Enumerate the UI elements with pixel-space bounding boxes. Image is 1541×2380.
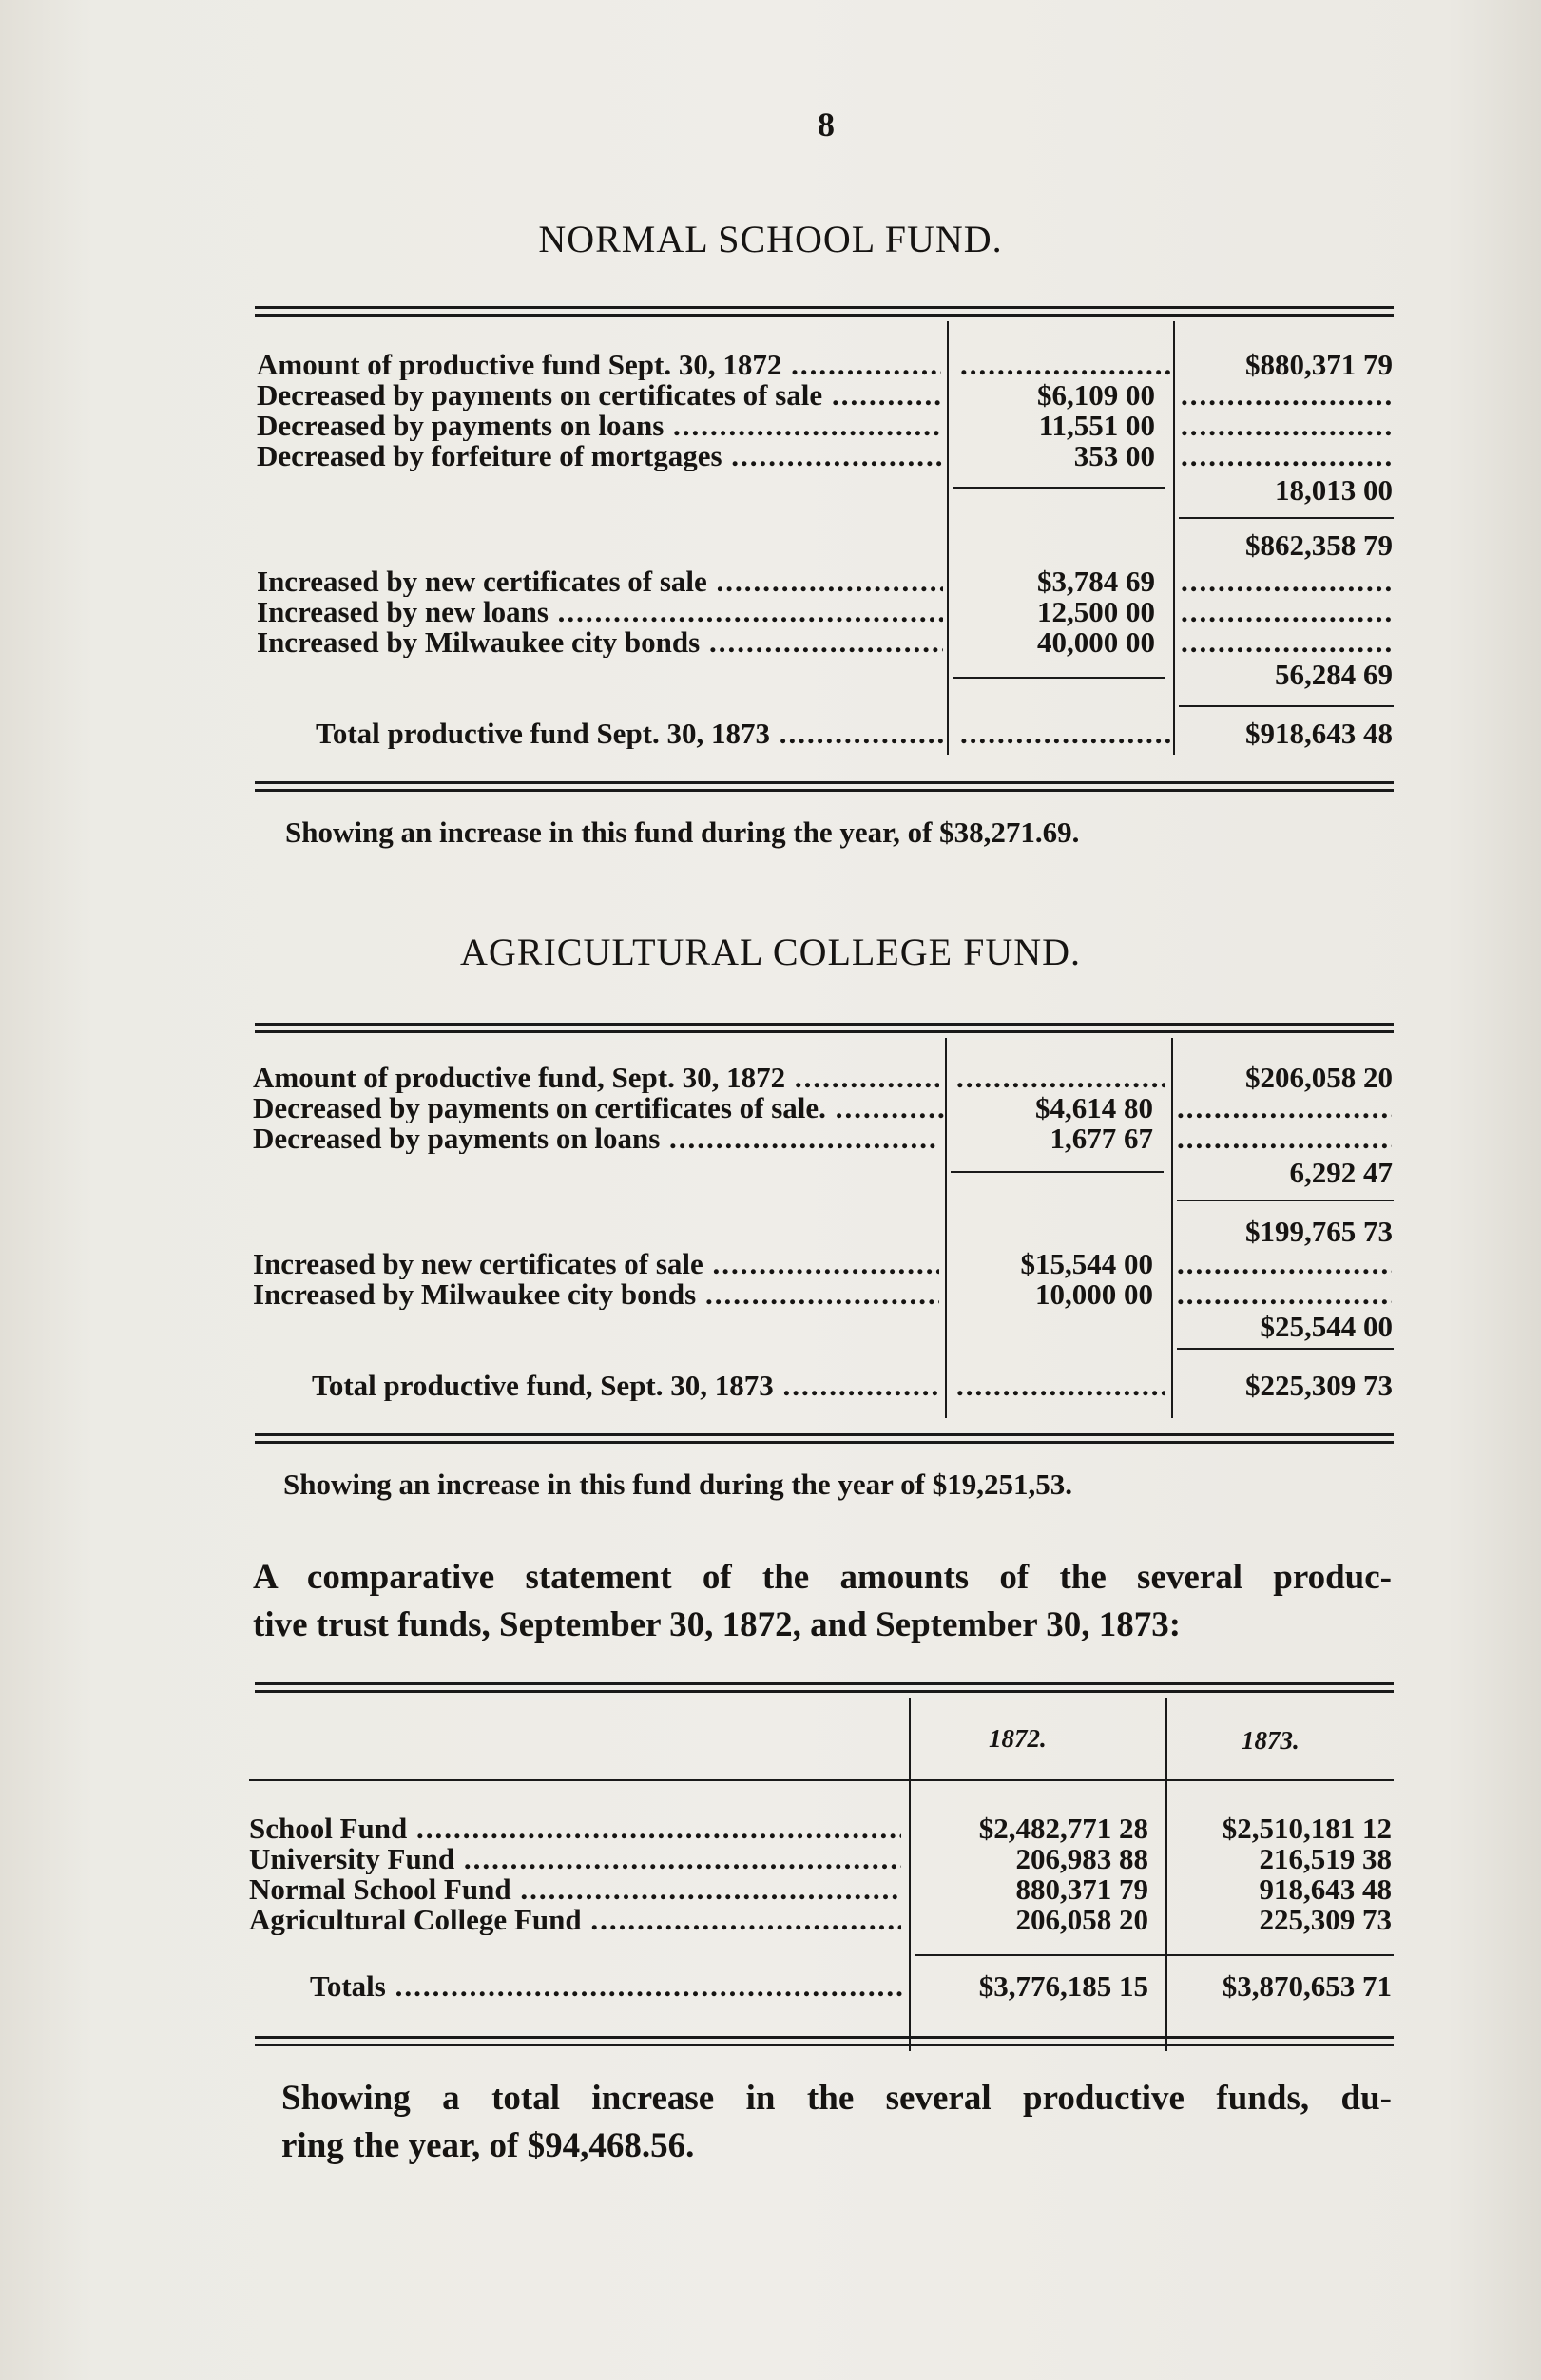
closing-line1: Showing a total increase in the several productive funds, du- [281,2079,1392,2118]
normal-school-fund-title: NORMAL SCHOOL FUND. [538,218,1003,260]
column-header-1872: 1872. [989,1724,1047,1753]
subtotal-rule [1179,517,1394,519]
column-divider [909,1698,911,2051]
column-divider [947,321,949,755]
column-divider [1173,321,1175,755]
comparative-intro-line1: A comparative statement of the amounts of the several produc- [253,1558,1392,1597]
subtotal-rule [1177,1200,1394,1201]
table-top-rule [255,1682,1394,1693]
column-divider [1165,1698,1167,2051]
page-number: 8 [818,106,835,144]
normal-school-increase-note: Showing an increase in this fund during the year, of $38,271.69. [285,816,1080,849]
column-header-1873: 1873. [1242,1726,1300,1755]
table-bottom-rule [255,1433,1394,1444]
agricultural-increase-note: Showing an increase in this fund during the year of $19,251,53. [283,1468,1072,1501]
comparative-intro-line2: tive trust funds, September 30, 1872, and September 30, 1873: [253,1605,1182,1644]
header-rule [249,1779,1394,1781]
closing-line2: ring the year, of $94,468.56. [281,2126,695,2165]
subtotal-rule [953,487,1165,489]
table-bottom-rule [255,781,1394,792]
table-top-rule [255,1023,1394,1033]
totals-rule [915,1954,1394,1956]
subtotal-rule [951,1171,1164,1173]
column-divider [1171,1038,1173,1418]
document-page: 8 NORMAL SCHOOL FUND. Amount of productive fund Sept. 30, 1872 ..... ..... $880,371 79 Decreased by payments on certificates of sale ..... $6,109 00 ..... Decreased by payments on loans ..... 11,551 00 ..... Decreased by forfeiture of mortgages ..... 353 00 ..... 18,013 00 $862,358 79 Increased by new certificates of sale ..... $3,784 69 ..... Increased by new loans ..... 12,500 00 ..... Increased by Milwaukee city bonds ..... 40,000 00 ..... 56,284 69 Total productive fund Sept. 30, 1873 ..... ..... $918,643 48 Showing an increase in this fund during the year, of $38,271.69. AGRICULTURAL COLLEGE FUND. Amount of productive fund, Sept. 30, 1872 ..... ..... $206,058 20 Decreased by payments on certificates of sale. ..... $4,614 80 ..... Decreased by payments on loans ..... 1,677 67 ..... 6,292 47 $199,765 73 Increased by new certificates of sale ..... $15,544 00 ..... Increased by Milwaukee city bonds ..... 10,000 00 ..... $25,544 00 Total productive fund, Sept. 30, 1873 ..... ..... $225,309 73 Showing an increase in this fund during the year of $19,251,53. A comparative statement of the amounts of the several produc- tive trust funds, September 30, 1872, and September 30, 1873: 1872. 1873. School Fund ..... $2,482,771 28 $2,510,181 12 University Fund ..... 206,983 88 216,519 38 Normal School Fund ..... 880,371 79 918,643 48 Agricultural College Fund ..... 206,058 20 225,309 73 Totals ..... $3,776,185 15 $3,870,653 71 Showing a total increase in the several productive funds, du- ring the year, of $94,468.56. [0,0,1541,2380]
subtotal-rule [953,677,1165,679]
table-top-rule [255,306,1394,317]
table-bottom-rule [255,2036,1394,2046]
agricultural-college-fund-title: AGRICULTURAL COLLEGE FUND. [459,931,1082,973]
column-divider [945,1038,947,1418]
subtotal-rule [1177,1348,1394,1350]
subtotal-rule [1179,705,1394,707]
